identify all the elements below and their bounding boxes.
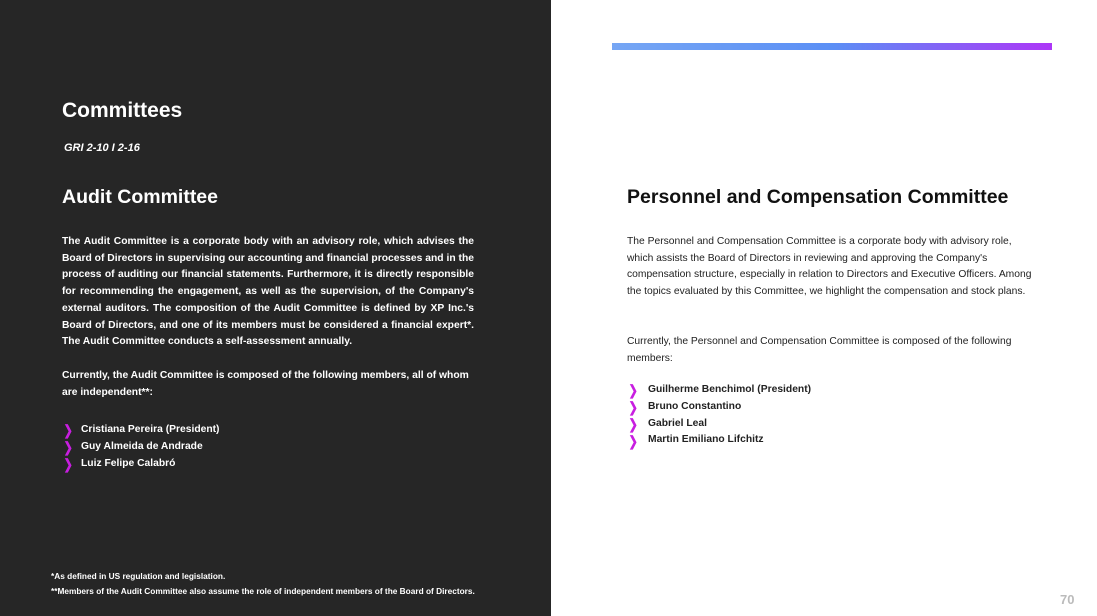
personnel-members-list	[627, 382, 811, 449]
audit-description: The Audit Committee is a corporate body with an advisory role, which advises the Board of Directors in supervising our accounting and financial processes and in the process of auditing our financial statements. Furthermore, it is directly responsible for recommending the engagement, as well as the supervision, of the Company's external auditors. The composition of the Audit Committee is defined by XP Inc.'s Board of Directors, and one of its members must be considered a financial expert*. The Audit Committee conducts a self-assessment annually.	[62, 236, 474, 348]
audit-members-intro: Currently, the Audit Committee is composed of the following members, all of whom are independent**:	[62, 370, 469, 398]
personnel-heading: Personnel and Compensation Committee	[627, 186, 1009, 208]
page-title: Committees	[62, 99, 183, 122]
page-number: 70	[1060, 592, 1075, 607]
list-item: ❯ Martin Emiliano Lifchitz	[628, 432, 764, 449]
list-item: ❯ Gabriel Leal	[628, 415, 707, 432]
gri-reference: GRI 2-10 I 2-16	[64, 142, 140, 154]
chevron-right-icon: ❯	[628, 415, 638, 432]
list-item: ❯ Cristiana Pereira (President)	[63, 422, 220, 439]
audit-heading: Audit Committee	[62, 186, 218, 208]
chevron-right-icon: ❯	[628, 382, 638, 399]
footnote-2: **Members of the Audit Committee also assume the role of independent members of the Board of Directors.	[51, 586, 475, 596]
audit-members-list	[62, 422, 220, 472]
personnel-description: The Personnel and Compensation Committee is a corporate body with advisory role, which assists the Board of Directors in reviewing and approving the Company's compensation structure, especially in relation to Directors and Executive Officers. Among the topics evaluated by this Committee, we highlight the compensation and stock plans.	[627, 236, 1032, 298]
list-item: ❯ Bruno Constantino	[628, 399, 742, 416]
personnel-members-intro: Currently, the Personnel and Compensation Committee is composed of the following members:	[627, 336, 1012, 364]
list-item: ❯ Guilherme Benchimol (President)	[628, 382, 812, 399]
gradient-accent-bar	[612, 43, 1052, 50]
chevron-right-icon: ❯	[63, 422, 73, 439]
footnote-1: *As defined in US regulation and legislation.	[51, 571, 226, 581]
chevron-right-icon: ❯	[63, 455, 73, 472]
chevron-right-icon: ❯	[628, 399, 638, 416]
list-item: ❯ Luiz Felipe Calabró	[63, 455, 176, 472]
chevron-right-icon: ❯	[63, 439, 73, 456]
chevron-right-icon: ❯	[628, 432, 638, 449]
list-item: ❯ Guy Almeida de Andrade	[63, 439, 203, 456]
